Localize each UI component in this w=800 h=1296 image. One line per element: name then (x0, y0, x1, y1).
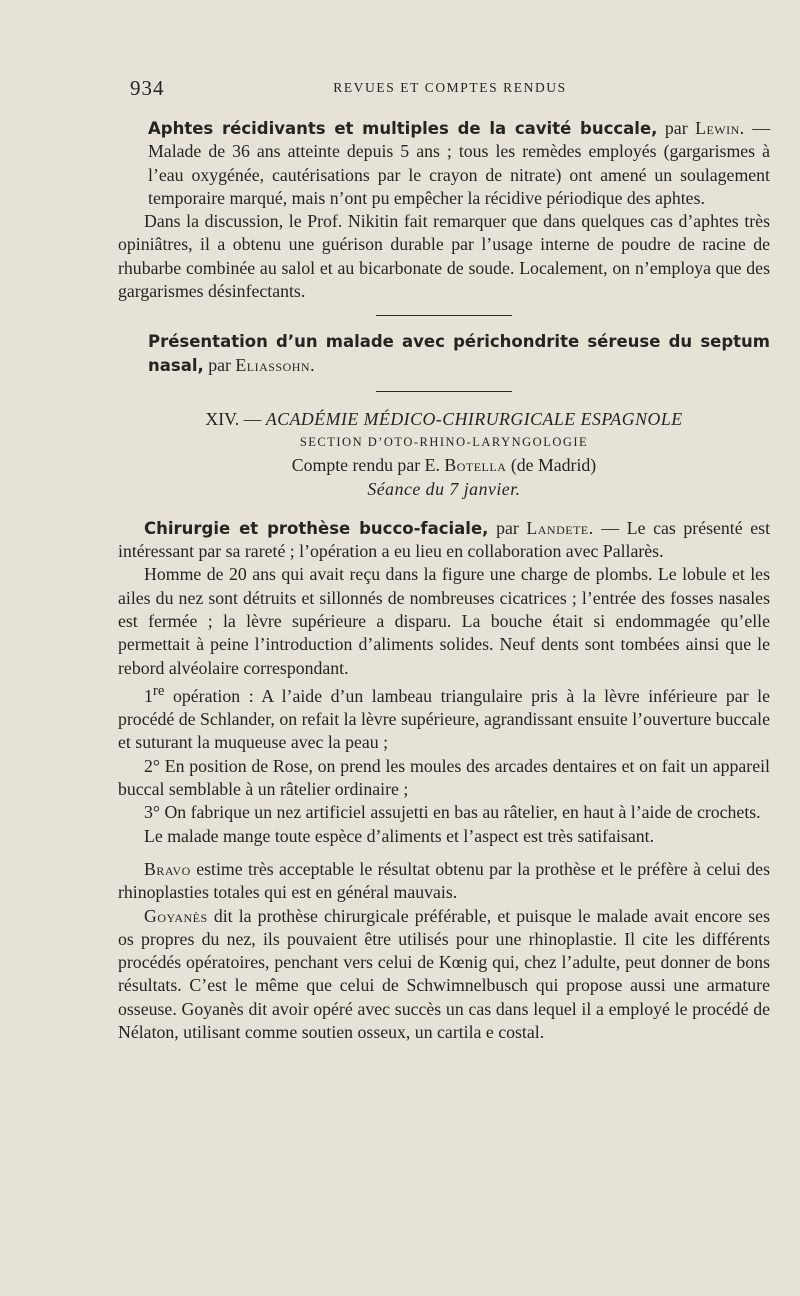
article-chirurgie-by: par (496, 517, 519, 538)
discussion-goyanes (118, 905, 770, 1045)
article-chirurgie-intro (118, 517, 770, 564)
article-chirurgie-step-2: 2° En position de Rose, on prend les moules des arcades dentaires et on fait un appareil buccal semblable à un râtelier ordinaire ; (118, 755, 770, 800)
discussant-goyanes: Goyanès (144, 905, 208, 926)
article-aphtes-first-paragraph (118, 117, 770, 210)
subsection-title: SECTION D’OTO-RHINO-LARYNGOLOGIE (299, 435, 589, 450)
running-title: REVUES ET COMPTES RENDUS (333, 80, 567, 95)
article-perichondrite-title: Présentation d’un malade avec périchondrite séreuse du septum nasal, (148, 332, 770, 375)
report-suffix: (de Madrid) (510, 455, 597, 476)
report-line (118, 454, 770, 477)
step-1-text: opération : A l’aide d’un lambeau triangulaire pris à la lèvre inférieure par le procédé de Schlander, on refait la lèvre supérieure, agrandissant ensuite l’ouverture buccale et suturant la muqueuse avec la peau ; (118, 685, 770, 753)
article-aphtes-title: Aphtes récidivants et multiples de la cavité buccale, (148, 119, 658, 138)
section-heading (118, 408, 770, 431)
article-aphtes-by: par (664, 118, 688, 138)
session-date (118, 478, 770, 501)
article-perichondrite-author: Eliassohn. (235, 354, 316, 375)
article-chirurgie-step-3: 3° On fabrique un nez artificiel assujetti en bas au râtelier, en haut à l’aide de crochets. (144, 802, 761, 823)
step-1-sup: re (152, 682, 165, 699)
page-content (118, 117, 770, 1044)
discussion-goyanes-text: dit la prothèse chirurgicale préférable, et puisque le malade avait encore ses os propres du nez, ils pouvaient être utilisés pour une rhinoplastie. Il cite les différents procédés opératoires, penchant vers celui de Kœnig qui, chez l’adulte, peut donner de bons résultats. C’est le même que celui de Schwimnelbusch qui propose aussi une armature osseuse. Goyanès dit avoir opéré avec succès un cas dans lequel il a employé le procédé de Nélaton, utilisant comme soutien osseux, un cartila e costal. (118, 905, 770, 1043)
article-chirurgie-author: Landete. (526, 517, 594, 538)
article-chirurgie-step-1 (118, 680, 770, 755)
discussant-bravo: Bravo (144, 858, 191, 879)
article-perichondrite-by: par (208, 354, 231, 375)
article-chirurgie-case: Homme de 20 ans qui avait reçu dans la figure une charge de plombs. Le lobule et les ailes du nez sont détruits et sillonnés de nombreuses cicatrices ; l’entrée des fosses nasales est fermée ; la lèvre supérieure a disparu. La bouche était si endommagée qu’elle permettait à peine l’introduction d’aliments solides. Neuf dents sont tombées ainsi que le rebord alvéolaire correspondant. (118, 564, 770, 678)
section-title: ACADÉMIE MÉDICO-CHIRURGICALE ESPAGNOLE (265, 408, 683, 429)
section-number: XIV. — (205, 408, 262, 429)
discussion-bravo-text: estime très acceptable le résultat obtenu par la prothèse et le préfère à celui des rhinoplasties totales qui est en général mauvais. (118, 858, 770, 903)
article-aphtes-author: Lewin. (695, 118, 745, 138)
article-chirurgie-intro-text: — Le cas présenté est intéressant par sa rareté ; l’opération a eu lieu en collaboration avec Pallarès. (118, 517, 771, 562)
article-chirurgie-title: Chirurgie et prothèse bucco-faciale, (144, 518, 489, 538)
page-header (130, 76, 770, 100)
article-aphtes-text: — Malade de 36 ans atteinte depuis 5 ans ; tous les remèdes employés (gargarismes à l’eau oxygénée, cautérisations par le crayon de nitrate) ont amené un soulagement temporaire marqué, mais n’ont pu empêcher la récidive périodique des aphtes. (148, 118, 770, 208)
discussion-bravo (118, 858, 770, 905)
reporter-name: Botella (444, 455, 507, 476)
session-date-text: Séance du 7 janvier. (367, 478, 521, 499)
page-number: 934 (130, 76, 165, 100)
step-1-number: 1 (144, 685, 153, 706)
separator-rule (376, 315, 512, 316)
separator-rule (376, 391, 512, 392)
report-prefix: Compte rendu par E. (291, 455, 440, 476)
article-chirurgie-result: Le malade mange toute espèce d’aliments et l’aspect est très satifaisant. (144, 825, 655, 846)
article-aphtes-discussion: Dans la discussion, le Prof. Nikitin fait remarquer que dans quelques cas d’aphtes très opiniâtres, il a obtenu une guérison durable par l’usage interne de poudre de racine de rhubarbe combinée au salol et au bicarbonate de soude. Localement, on n’employa que des gargarismes désinfectants. (118, 211, 770, 302)
article-perichondrite (118, 330, 770, 377)
